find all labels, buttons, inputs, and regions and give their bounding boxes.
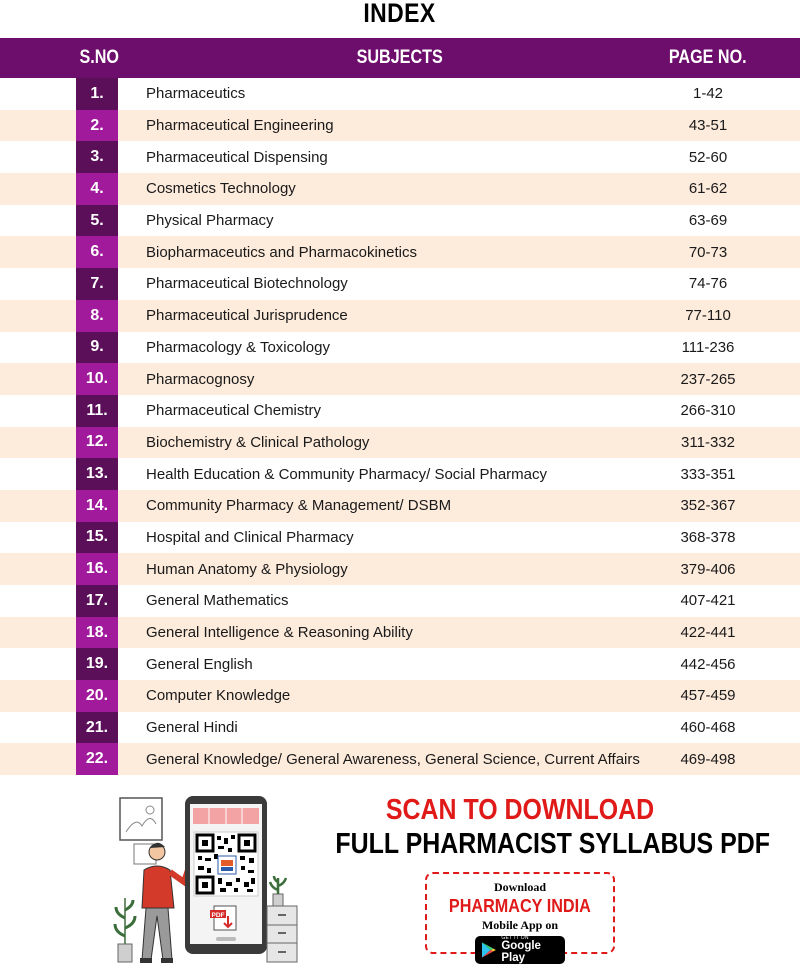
row-subject: Biochemistry & Clinical Pathology bbox=[146, 433, 370, 451]
row-page-range: 77-110 bbox=[685, 307, 731, 325]
table-row bbox=[0, 332, 800, 364]
row-page-range: 70-73 bbox=[688, 243, 728, 261]
scan-to-download-heading: SCAN TO DOWNLOAD bbox=[385, 794, 655, 826]
row-page-range: 61-62 bbox=[688, 180, 728, 198]
row-subject: General Intelligence & Reasoning Ability bbox=[146, 624, 413, 642]
row-serial-number: 19. bbox=[76, 648, 118, 680]
row-page-range: 74-76 bbox=[688, 275, 728, 293]
row-subject: Pharmaceutical Chemistry bbox=[146, 402, 322, 420]
row-page-range: 460-468 bbox=[680, 719, 736, 737]
row-page-range: 237-265 bbox=[680, 370, 736, 388]
row-subject: Pharmaceutical Engineering bbox=[146, 117, 334, 135]
row-subject: Physical Pharmacy bbox=[146, 212, 274, 230]
table-row bbox=[0, 585, 800, 617]
row-page-range: 63-69 bbox=[688, 212, 728, 230]
table-row bbox=[0, 522, 800, 554]
row-subject: Pharmaceutical Jurisprudence bbox=[146, 307, 348, 325]
row-serial-number: 17. bbox=[76, 585, 118, 617]
table-row bbox=[0, 141, 800, 173]
row-subject: General Hindi bbox=[146, 719, 238, 737]
table-row bbox=[0, 427, 800, 459]
row-serial-number: 7. bbox=[76, 268, 118, 300]
syllabus-pdf-heading: FULL PHARMACIST SYLLABUS PDF bbox=[335, 828, 770, 860]
row-page-range: 422-441 bbox=[680, 624, 736, 642]
google-play-label: Google Play bbox=[501, 940, 541, 964]
brand-name: PHARMACY INDIA bbox=[449, 896, 591, 916]
row-page-range: 333-351 bbox=[680, 465, 736, 483]
phone-qr-illustration bbox=[110, 786, 310, 968]
row-page-range: 407-421 bbox=[680, 592, 736, 610]
table-row bbox=[0, 173, 800, 205]
row-subject: General Mathematics bbox=[146, 592, 289, 610]
table-row bbox=[0, 553, 800, 585]
table-row bbox=[0, 617, 800, 649]
row-subject: Biopharmaceutics and Pharmacokinetics bbox=[146, 243, 417, 261]
index-table-body bbox=[0, 78, 800, 775]
row-serial-number: 18. bbox=[76, 617, 118, 649]
google-play-icon bbox=[481, 941, 496, 959]
header-subjects: SUBJECTS bbox=[356, 47, 444, 68]
table-row bbox=[0, 743, 800, 775]
table-row bbox=[0, 648, 800, 680]
row-page-range: 1-42 bbox=[692, 85, 724, 103]
table-row bbox=[0, 395, 800, 427]
get-it-on-label: GET IT ON bbox=[501, 935, 529, 941]
row-subject: Computer Knowledge bbox=[146, 687, 291, 705]
row-subject: Pharmaceutical Biotechnology bbox=[146, 275, 348, 293]
row-page-range: 368-378 bbox=[680, 528, 736, 546]
row-serial-number: 15. bbox=[76, 522, 118, 554]
row-serial-number: 9. bbox=[76, 332, 118, 364]
index-title: INDEX bbox=[363, 0, 437, 28]
row-subject: Human Anatomy & Physiology bbox=[146, 560, 348, 578]
google-play-badge[interactable] bbox=[475, 936, 565, 964]
row-subject: Pharmaceutics bbox=[146, 85, 246, 103]
row-subject: General Knowledge/ General Awareness, General Science, Current Affairs bbox=[146, 750, 640, 768]
table-row bbox=[0, 205, 800, 237]
row-serial-number: 3. bbox=[76, 141, 118, 173]
row-subject: Cosmetics Technology bbox=[146, 180, 296, 198]
mobile-app-label: Mobile App on bbox=[481, 918, 559, 932]
row-subject: Community Pharmacy & Management/ DSBM bbox=[146, 497, 452, 515]
row-page-range: 352-367 bbox=[680, 497, 736, 515]
row-serial-number: 14. bbox=[76, 490, 118, 522]
row-subject: Health Education & Community Pharmacy/ Social Pharmacy bbox=[146, 465, 548, 483]
row-subject: Pharmacology & Toxicology bbox=[146, 338, 330, 356]
row-page-range: 457-459 bbox=[680, 687, 736, 705]
row-subject: Pharmaceutical Dispensing bbox=[146, 148, 328, 166]
row-serial-number: 10. bbox=[76, 363, 118, 395]
row-serial-number: 8. bbox=[76, 300, 118, 332]
row-serial-number: 11. bbox=[76, 395, 118, 427]
row-page-range: 111-236 bbox=[681, 338, 735, 356]
table-row bbox=[0, 458, 800, 490]
download-promo bbox=[0, 780, 800, 968]
row-serial-number: 13. bbox=[76, 458, 118, 490]
row-page-range: 442-456 bbox=[680, 655, 736, 673]
row-serial-number: 16. bbox=[76, 553, 118, 585]
row-subject: Pharmacognosy bbox=[146, 370, 255, 388]
row-serial-number: 6. bbox=[76, 236, 118, 268]
table-row bbox=[0, 490, 800, 522]
row-serial-number: 20. bbox=[76, 680, 118, 712]
table-header bbox=[0, 38, 800, 78]
row-page-range: 52-60 bbox=[688, 148, 728, 166]
header-page-no: PAGE NO. bbox=[669, 47, 747, 68]
table-row bbox=[0, 268, 800, 300]
row-serial-number: 21. bbox=[76, 712, 118, 744]
row-serial-number: 2. bbox=[76, 110, 118, 142]
download-label: Download bbox=[493, 880, 546, 894]
table-row bbox=[0, 110, 800, 142]
row-page-range: 379-406 bbox=[680, 560, 736, 578]
table-row bbox=[0, 300, 800, 332]
pdf-label: PDF bbox=[211, 912, 225, 919]
table-row bbox=[0, 680, 800, 712]
row-serial-number: 5. bbox=[76, 205, 118, 237]
row-page-range: 266-310 bbox=[680, 402, 736, 420]
header-sno: S.NO bbox=[79, 47, 119, 68]
row-page-range: 43-51 bbox=[688, 117, 728, 135]
row-page-range: 311-332 bbox=[681, 433, 735, 451]
row-serial-number: 12. bbox=[76, 427, 118, 459]
row-subject: Hospital and Clinical Pharmacy bbox=[146, 528, 354, 546]
table-row bbox=[0, 236, 800, 268]
row-subject: General English bbox=[146, 655, 253, 673]
row-serial-number: 22. bbox=[76, 743, 118, 775]
table-row bbox=[0, 78, 800, 110]
table-row bbox=[0, 712, 800, 744]
row-serial-number: 4. bbox=[76, 173, 118, 205]
table-row bbox=[0, 363, 800, 395]
row-serial-number: 1. bbox=[76, 78, 118, 110]
row-page-range: 469-498 bbox=[680, 750, 736, 768]
